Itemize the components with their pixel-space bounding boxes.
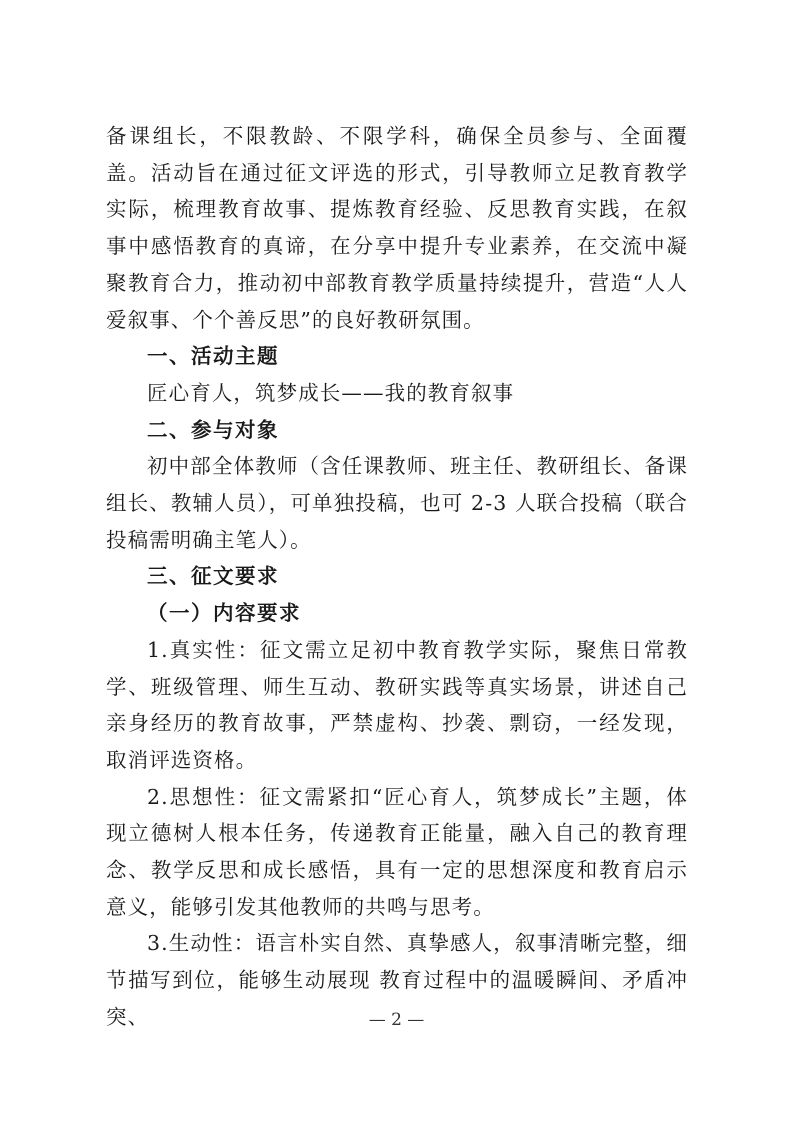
section-heading-participants: 二、参与对象 xyxy=(147,417,279,442)
section-heading-theme: 一、活动主题 xyxy=(147,344,279,369)
paragraph-authenticity: 1.真实性：征文需立足初中教育教学实际，聚焦日常教学、班级管理、师生互动、教研实践等真实场景，讲述自己亲身经历的教育故事，严禁虚构、抄袭、剽窃，一经发现，取消评选资格。 xyxy=(106,637,688,772)
paragraph-theme: 匠心育人，筑梦成长——我的教育叙事 xyxy=(147,380,515,405)
paragraph-vividness: 3.生动性：语言朴实自然、真挚感人，叙事清晰完整，细节描写到位，能够生动展现 教育过程中的温暖瞬间、矛盾冲突、 xyxy=(106,931,688,1029)
section-heading-requirements: 三、征文要求 xyxy=(147,564,279,589)
subsection-heading-content: （一）内容要求 xyxy=(147,601,301,626)
paragraph-participants: 初中部全体教师（含任课教师、班主任、教研组长、备课组长、教辅人员），可单独投稿，也可 2-3 人联合投稿（联合投稿需明确主笔人）。 xyxy=(106,454,688,552)
paragraph-intro: 备课组长，不限教龄、不限学科，确保全员参与、全面覆盖。活动旨在通过征文评选的形式，引导教师立足教育教学实际，梳理教育故事、提炼教育经验、反思教育实践，在叙事中感悟教育的真谛，在分享中提升专业素养，在交流中凝聚教育合力，推动初中部教育教学质量持续提升，营造“人人爱叙事、个个善反思”的良好教研氛围。 xyxy=(106,124,688,332)
paragraph-ideology: 2.思想性：征文需紧扣“匠心育人，筑梦成长”主题，体现立德树人根本任务，传递教育正能量，融入自己的教育理念、教学反思和成长感悟，具有一定的思想深度和教育启示意义，能够引发其他教师的共鸣与思考。 xyxy=(106,784,688,919)
document-body xyxy=(106,118,688,1036)
page-number: — 2 — xyxy=(368,1010,425,1030)
